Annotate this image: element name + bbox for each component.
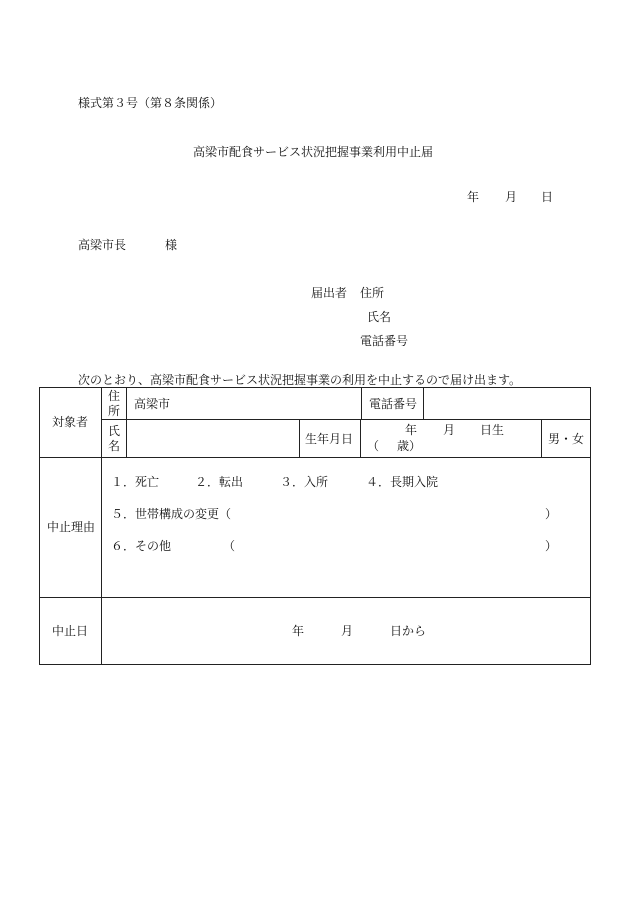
table-line-reason-bottom <box>39 597 591 598</box>
addressee-name: 高梁市長 <box>78 238 127 252</box>
age-unit: 歳） <box>397 439 422 453</box>
table-border-top <box>39 387 591 388</box>
applicant-name-label: 氏名 <box>367 310 392 324</box>
birth-day-label: 日生 <box>480 423 505 437</box>
stop-date-label: 中止日 <box>52 624 89 638</box>
reason-admission[interactable]: ３．入所 <box>280 475 329 489</box>
table-line-row1 <box>101 419 591 420</box>
stop-year-label: 年 <box>292 624 305 638</box>
phone-label: 電話番号 <box>369 397 418 411</box>
table-line-sublabel-col <box>126 387 127 458</box>
reason-move-out[interactable]: ２．転出 <box>195 475 244 489</box>
birth-year-label: 年 <box>405 423 418 437</box>
reason-other-open-paren: （ <box>223 539 236 553</box>
reason-hospitalization[interactable]: ４．長期入院 <box>366 475 439 489</box>
age-open-paren: （ <box>367 439 380 453</box>
reason-other-close-paren: ） <box>545 539 558 553</box>
intro-text: 次のとおり、高梁市配食サービス状況把握事業の利用を中止するので届け出ます。 <box>78 373 522 387</box>
reason-label: 中止理由 <box>47 520 96 534</box>
reason-household-close-paren: ） <box>545 507 558 521</box>
date-day-label: 日 <box>541 190 554 204</box>
birthdate-label: 生年月日 <box>305 432 354 446</box>
date-month-label: 月 <box>505 190 518 204</box>
form-number: 様式第３号（第８条関係） <box>78 96 223 110</box>
applicant-label: 届出者 <box>311 286 348 300</box>
document-title: 高梁市配食サービス状況把握事業利用中止届 <box>193 145 434 159</box>
subject-label: 対象者 <box>52 415 89 429</box>
table-line-birth-left <box>299 419 300 458</box>
stop-day-label: 日から <box>390 624 427 638</box>
applicant-address-label: 住所 <box>360 286 385 300</box>
reason-household-change[interactable]: ５．世帯構成の変更（ <box>111 507 232 521</box>
table-border-right <box>590 387 591 665</box>
applicant-phone-label: 電話番号 <box>360 334 409 348</box>
name-label: 氏 名 <box>107 424 120 453</box>
reason-other[interactable]: ６．その他 <box>111 539 172 553</box>
table-border-left <box>39 387 40 665</box>
stop-month-label: 月 <box>341 624 354 638</box>
address-value[interactable]: 高梁市 <box>134 397 171 411</box>
date-year-label: 年 <box>467 190 480 204</box>
table-line-phone-right <box>423 387 424 420</box>
birth-month-label: 月 <box>443 423 456 437</box>
table-line-phone-left <box>361 387 362 420</box>
table-line-gender-left <box>541 419 542 458</box>
addressee-honorific: 様 <box>165 238 178 252</box>
reason-death[interactable]: １．死亡 <box>111 475 160 489</box>
address-label: 住 所 <box>107 389 120 418</box>
table-border-bottom <box>39 664 591 665</box>
gender-choice[interactable]: 男・女 <box>548 432 585 446</box>
table-line-subject-bottom <box>39 457 591 458</box>
table-line-birth-right <box>360 419 361 458</box>
